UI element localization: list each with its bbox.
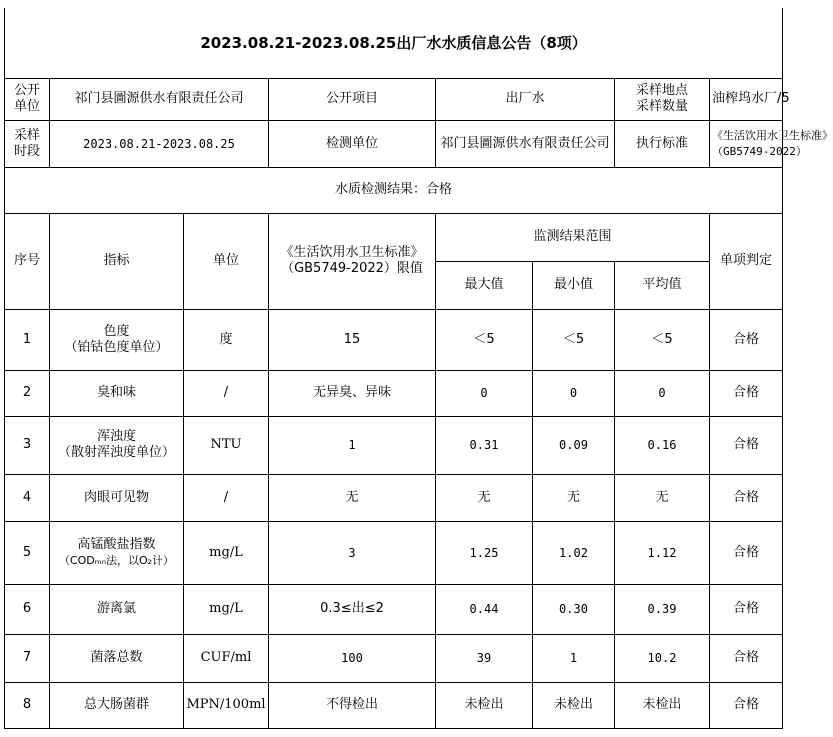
standard-value: 《生活饮用水卫生标准》 （GB5749-2022） bbox=[710, 120, 783, 167]
row-avg: 1.12 bbox=[615, 521, 710, 584]
row-indicator: 肉眼可见物 bbox=[50, 474, 184, 521]
row-min: 0 bbox=[533, 370, 615, 416]
table-row bbox=[5, 584, 783, 634]
row-min: 未检出 bbox=[533, 682, 615, 728]
info-row-2 bbox=[5, 120, 783, 167]
header-seq: 序号 bbox=[5, 213, 50, 309]
row-avg: 0.16 bbox=[615, 416, 710, 474]
row-unit: / bbox=[184, 474, 269, 521]
testing-unit-label: 检测单位 bbox=[269, 120, 436, 167]
header-max: 最大值 bbox=[436, 261, 533, 309]
row-limit: 0.3≤出≤2 bbox=[269, 584, 436, 634]
row-min: ＜5 bbox=[533, 309, 615, 370]
result-summary: 水质检测结果：合格 bbox=[5, 167, 783, 213]
row-seq: 3 bbox=[5, 416, 50, 474]
row-unit: mg/L bbox=[184, 584, 269, 634]
row-seq: 1 bbox=[5, 309, 50, 370]
page-title: 2023.08.21-2023.08.25出厂水水质信息公告（8项） bbox=[5, 8, 783, 78]
header-avg: 平均值 bbox=[615, 261, 710, 309]
row-max: 0.31 bbox=[436, 416, 533, 474]
row-min: 0.09 bbox=[533, 416, 615, 474]
standard-label: 执行标准 bbox=[615, 120, 710, 167]
row-max: 0.44 bbox=[436, 584, 533, 634]
publish-unit-value: 祁门县圖源供水有限责任公司 bbox=[50, 78, 269, 120]
row-indicator: 总大肠菌群 bbox=[50, 682, 184, 728]
row-judge: 合格 bbox=[710, 584, 783, 634]
row-seq: 8 bbox=[5, 682, 50, 728]
sampling-period-label: 采样 时段 bbox=[5, 120, 50, 167]
testing-unit-value: 祁门县圖源供水有限责任公司 bbox=[436, 120, 615, 167]
row-limit: 无 bbox=[269, 474, 436, 521]
row-max: 未检出 bbox=[436, 682, 533, 728]
row-unit: MPN/100ml bbox=[184, 682, 269, 728]
row-unit: CUF/ml bbox=[184, 634, 269, 682]
table-row bbox=[5, 309, 783, 370]
row-unit: NTU bbox=[184, 416, 269, 474]
info-row-1 bbox=[5, 78, 783, 120]
summary-row bbox=[5, 167, 783, 213]
row-avg: 0.39 bbox=[615, 584, 710, 634]
header-limit: 《生活饮用水卫生标准》 （GB5749-2022）限值 bbox=[269, 213, 436, 309]
row-seq: 6 bbox=[5, 584, 50, 634]
table-row bbox=[5, 474, 783, 521]
row-avg: ＜5 bbox=[615, 309, 710, 370]
row-limit: 不得检出 bbox=[269, 682, 436, 728]
header-min: 最小值 bbox=[533, 261, 615, 309]
publish-unit-label: 公开 单位 bbox=[5, 78, 50, 120]
header-unit: 单位 bbox=[184, 213, 269, 309]
row-max: 39 bbox=[436, 634, 533, 682]
row-max: 无 bbox=[436, 474, 533, 521]
header-range: 监测结果范围 bbox=[436, 213, 710, 261]
publish-item-label: 公开项目 bbox=[269, 78, 436, 120]
row-min: 无 bbox=[533, 474, 615, 521]
row-limit: 3 bbox=[269, 521, 436, 584]
row-avg: 未检出 bbox=[615, 682, 710, 728]
row-unit: 度 bbox=[184, 309, 269, 370]
table-row bbox=[5, 682, 783, 728]
row-seq: 7 bbox=[5, 634, 50, 682]
row-indicator: 高锰酸盐指数 （CODₘₙ法，以O₂计） bbox=[50, 521, 184, 584]
row-limit: 100 bbox=[269, 634, 436, 682]
row-max: 0 bbox=[436, 370, 533, 416]
row-avg: 0 bbox=[615, 370, 710, 416]
row-unit: mg/L bbox=[184, 521, 269, 584]
row-judge: 合格 bbox=[710, 682, 783, 728]
row-limit: 无异臭、异味 bbox=[269, 370, 436, 416]
row-judge: 合格 bbox=[710, 474, 783, 521]
row-seq: 2 bbox=[5, 370, 50, 416]
row-judge: 合格 bbox=[710, 634, 783, 682]
row-unit: / bbox=[184, 370, 269, 416]
table-row bbox=[5, 370, 783, 416]
sampling-period-value: 2023.08.21-2023.08.25 bbox=[50, 120, 269, 167]
table-row bbox=[5, 634, 783, 682]
row-avg: 无 bbox=[615, 474, 710, 521]
row-limit: 1 bbox=[269, 416, 436, 474]
row-indicator: 臭和味 bbox=[50, 370, 184, 416]
row-min: 1 bbox=[533, 634, 615, 682]
header-judge: 单项判定 bbox=[710, 213, 783, 309]
row-seq: 4 bbox=[5, 474, 50, 521]
row-max: ＜5 bbox=[436, 309, 533, 370]
row-judge: 合格 bbox=[710, 370, 783, 416]
table-row bbox=[5, 416, 783, 474]
title-row bbox=[5, 8, 783, 78]
row-min: 1.02 bbox=[533, 521, 615, 584]
row-indicator: 浑浊度 （散射浑浊度单位） bbox=[50, 416, 184, 474]
row-indicator: 游离氯 bbox=[50, 584, 184, 634]
table-row bbox=[5, 521, 783, 584]
header-indicator: 指标 bbox=[50, 213, 184, 309]
row-seq: 5 bbox=[5, 521, 50, 584]
sampling-location-label: 采样地点 采样数量 bbox=[615, 78, 710, 120]
row-indicator: 菌落总数 bbox=[50, 634, 184, 682]
row-max: 1.25 bbox=[436, 521, 533, 584]
row-judge: 合格 bbox=[710, 521, 783, 584]
header-row-1 bbox=[5, 213, 783, 261]
row-indicator: 色度 （铂钴色度单位） bbox=[50, 309, 184, 370]
row-limit: 15 bbox=[269, 309, 436, 370]
row-avg: 10.2 bbox=[615, 634, 710, 682]
row-judge: 合格 bbox=[710, 309, 783, 370]
row-min: 0.30 bbox=[533, 584, 615, 634]
water-quality-table bbox=[4, 8, 833, 729]
publish-item-value: 出厂水 bbox=[436, 78, 615, 120]
row-judge: 合格 bbox=[710, 416, 783, 474]
sampling-location-value: 油榨坞水厂/5 bbox=[710, 78, 783, 120]
